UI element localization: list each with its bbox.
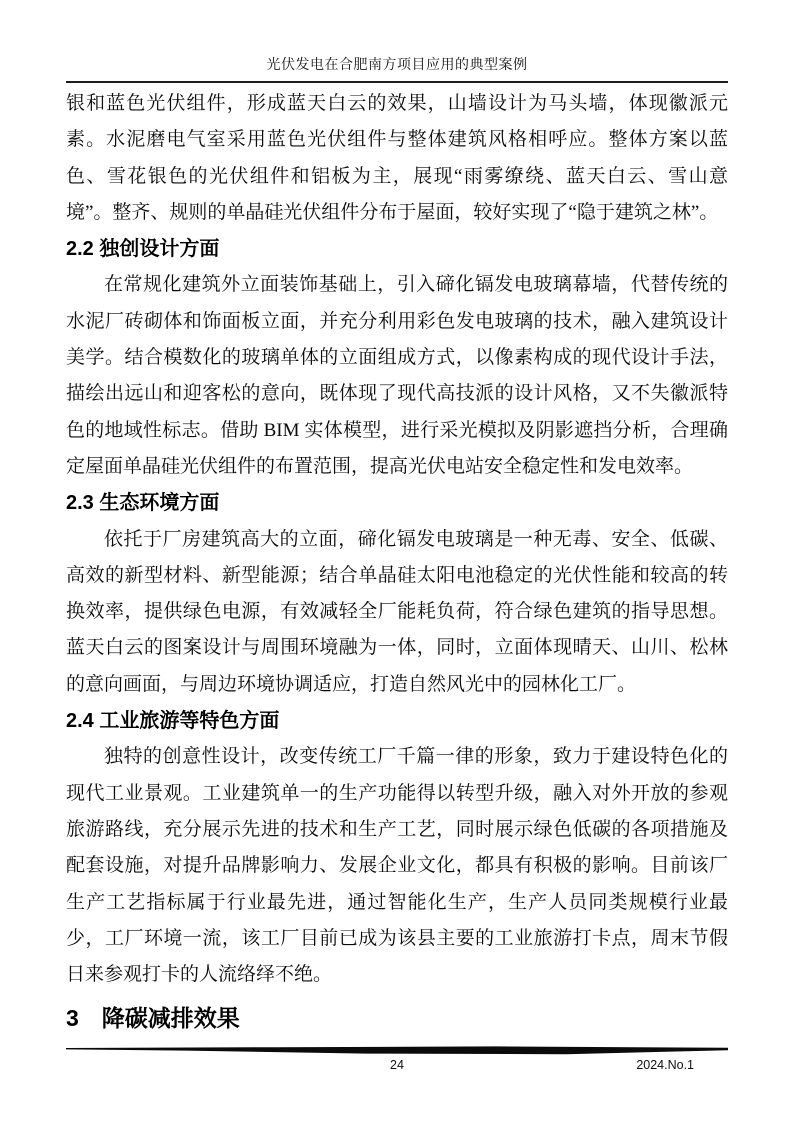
footer-row: [66, 1057, 728, 1073]
page-footer: [66, 1046, 728, 1073]
section-heading-2-4: 2.4 工业旅游等特色方面: [66, 710, 280, 733]
running-head-title: 光伏发电在合肥南方项目应用的典型案例: [66, 57, 728, 83]
chapter-heading-3: 3 降碳减排效果: [66, 1005, 240, 1032]
section-heading-2-3: 2.3 生态环境方面: [66, 492, 220, 515]
section-paragraph-2-2: 在常规化建筑外立面装饰基础上，引入碲化镉发电玻璃幕墙，代替传统的水泥厂砖砌体和饰面板立面，并充分利用彩色发电玻璃的技术，融入建筑设计美学。结合模数化的玻璃单体的立面组成方式，以像素构成的现代设计手法，描绘出远山和迎客松的意向，既体现了现代高技派的设计风格，又不失徽派特色的地域性标志。借助 BIM 实体模型，进行采光模拟及阴影遮挡分析，合理确定屋面单晶硅光伏组件的布置范围，提高光伏电站安全稳定性和发电效率。: [66, 274, 728, 477]
intro-paragraph: 银和蓝色光伏组件，形成蓝天白云的效果，山墙设计为马头墙，体现徽派元素。水泥磨电气室采用蓝色光伏组件与整体建筑风格相呼应。整体方案以蓝色、雪花银色的光伏组件和铝板为主，展现“雨雾缭绕、蓝天白云、雪山意境”。整齐、规则的单晶硅光伏组件分布于屋面，较好实现了“隐于建筑之林”。: [66, 93, 728, 223]
page-number: 24: [390, 1058, 404, 1072]
issue-label: 2024.No.1: [636, 1058, 694, 1072]
footer-rule: [66, 1046, 728, 1055]
section-paragraph-2-4: 独特的创意性设计，改变传统工厂千篇一律的形象，致力于建设特色化的现代工业景观。工业建筑单一的生产功能得以转型升级，融入对外开放的参观旅游路线，充分展示先进的技术和生产工艺，同时展示绿色低碳的各项措施及配套设施，对提升品牌影响力、发展企业文化，都具有积极的影响。目前该厂生产工艺指标属于行业最先进，通过智能化生产，生产人员同类规模行业最少，工厂环境一流，该工厂目前已成为该县主要的工业旅游打卡点，周末节假日来参观打卡的人流络绎不绝。: [66, 746, 728, 986]
section-heading-2-2: 2.2 独创设计方面: [66, 238, 220, 261]
page-header: [66, 57, 728, 83]
section-paragraph-2-3: 依托于厂房建筑高大的立面，碲化镉发电玻璃是一种无毒、安全、低碳、高效的新型材料、新型能源；结合单晶硅太阳电池稳定的光伏性能和较高的转换效率，提供绿色电源，有效减轻全厂能耗负荷，符合绿色建筑的指导思想。蓝天白云的图案设计与周围环境融为一体，同时，立面体现晴天、山川、松林的意向画面，与周边环境协调适应，打造自然风光中的园林化工厂。: [66, 528, 728, 695]
document-body: [66, 86, 728, 1037]
